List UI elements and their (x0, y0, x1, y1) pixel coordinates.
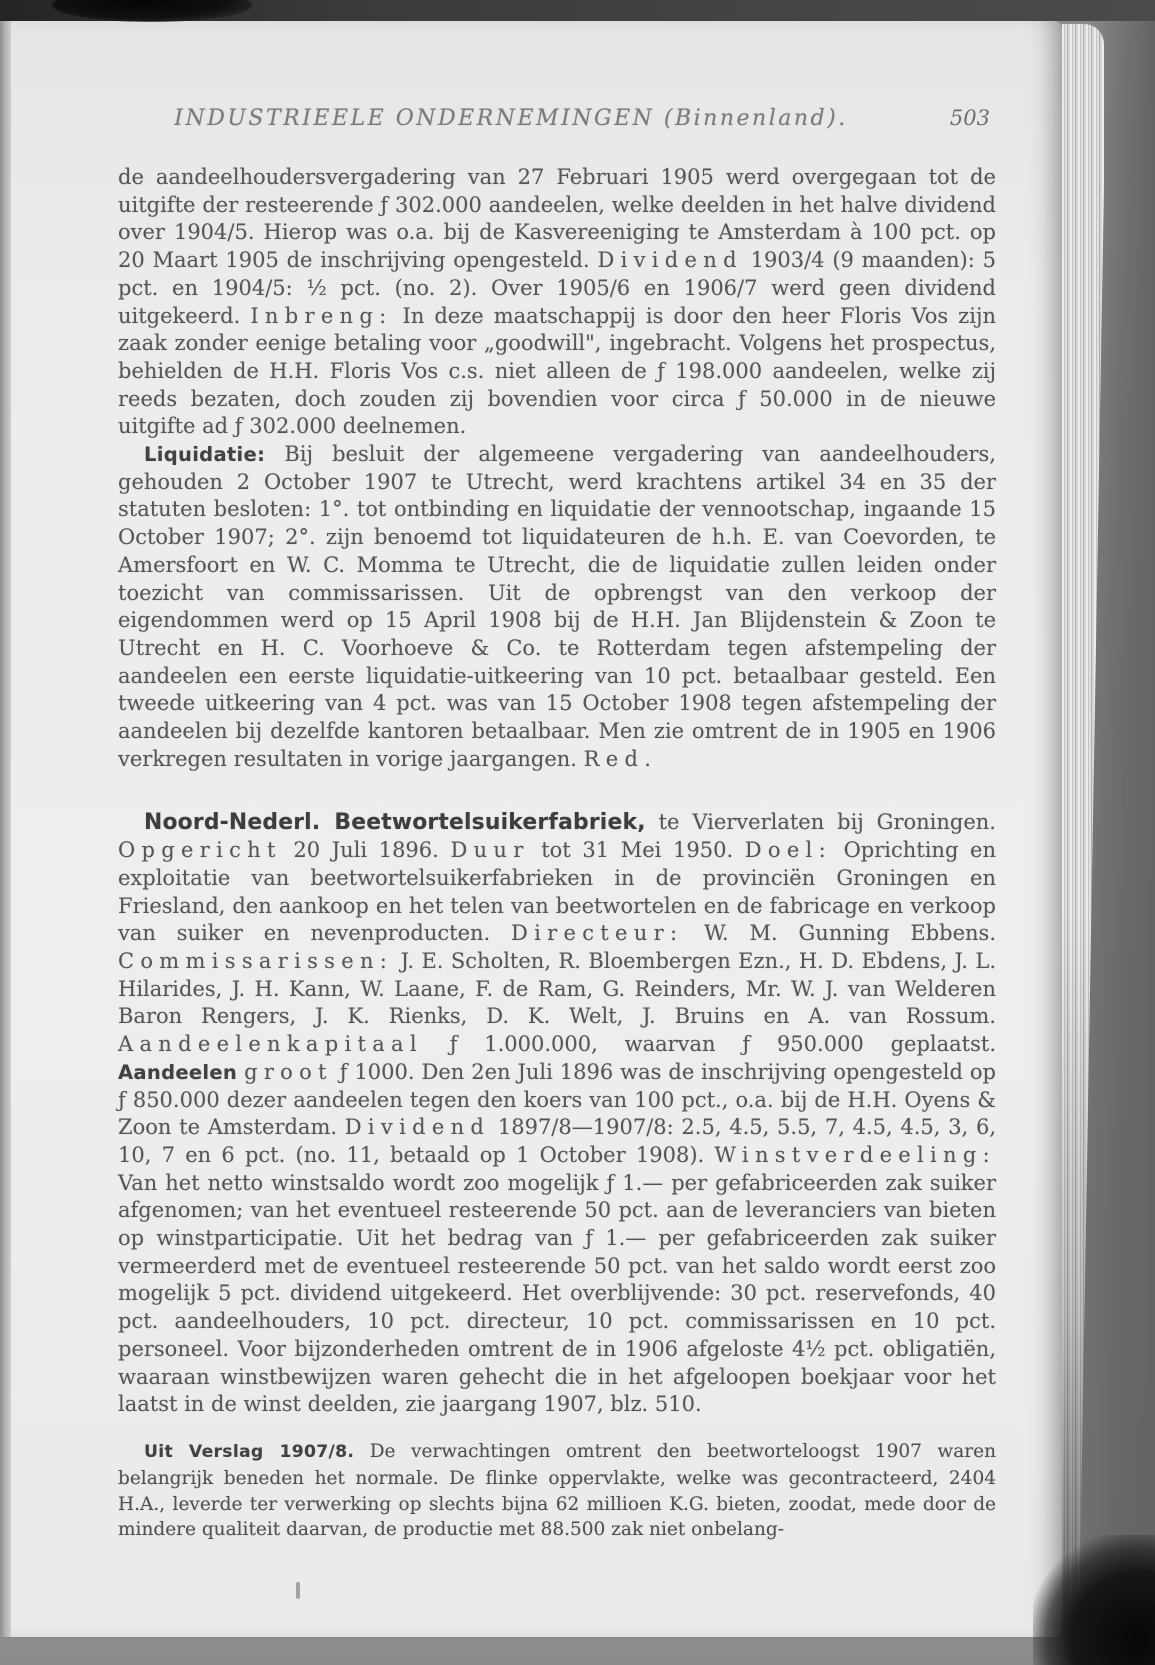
paragraph (118, 1439, 996, 1543)
emphasized-text: Red. (583, 746, 658, 771)
text-segment: De verwachtingen omtrent den beetworteloogst 1907 waren belangrijk beneden het normale. De flinke oppervlakte, welke was gecontracteerd, 2404 H.A., leverde ter verwerking op slechts bijna 62 millioen K.G. bieten, zoodat, mede door de mindere qualiteit daarvan, de productie met 88.500 zak niet onbelang- (118, 1440, 997, 1541)
bold-label: Liquidatie: (144, 443, 266, 467)
text-column (118, 106, 996, 1543)
text-segment: J. E. Scholten, R. Bloembergen Ezn., H. D. Ebdens, J. L. Hilarides, J. H. Kann, W. Laane, F. de Ram, G. Reinders, Mr. W. J. van Welderen Baron Rengers, J. K. Rienks, D. K. Welt, J. Bruins en A. van Rossum. (118, 948, 996, 1029)
page-header (118, 106, 996, 138)
text-segment: de aandeelhoudersvergadering van 27 Februari 1905 werd overgegaan tot de uitgifte der resteerende ƒ 302.000 aandeelen, welke deelden in het halve dividend over 1904/5. Hierop was o.a. bij de Kasvereeniging te Amsterdam à 100 pct. op 20 Maart 1905 de inschrijving opengesteld. (118, 165, 996, 273)
scan-dark-blob (52, 0, 252, 22)
emphasized-text: Inbreng: (250, 303, 393, 328)
text-segment: ƒ 1.000.000, waarvan ƒ 950.000 geplaatst. (422, 1032, 996, 1057)
scanner-top-band (0, 0, 1155, 21)
text-segment: Van het netto winstsaldo wordt zoo mogelijk ƒ 1.— per gefabriceerden zak suiker afgenomen; van het eventueel resteerende 50 pct. aan de leveranciers van bieten op winstparticipatie. Uit het bedrag van ƒ 1.— per gefabriceerden zak suiker vermeerderd met de eventueel resteerende 50 pct. van het saldo wordt eerst zoo mogelijk 5 pct. dividend uitgekeerd. Het overblijvende: 30 pct. reservefonds, 40 pct. aandeelhouders, 10 pct. directeur, 10 pct. commissarissen en 10 pct. personeel. Voor bijzonderheden omtrent de in 1906 afgeloste 4½ pct. obligatiën, waaraan winstbewijzen waren gehecht die in het afgeloopen boekjaar voor het laatst in de winst deelden, zie jaargang 1907, blz. 510. (118, 1170, 996, 1417)
scan-left-edge (0, 21, 11, 1637)
paragraph (118, 164, 996, 441)
text-segment: Bij besluit der algemeene vergadering van aandeelhouders, gehouden 2 October 1907 te Utrecht, werd krachtens artikel 34 en 35 der statuten besloten: 1°. tot ontbinding en liquidatie der vennootschap, ingaande 15 October 1907; 2°. zijn benoemd tot liquidateuren de h.h. E. van Coevorden, te Amersfoort en W. C. Momma te Utrecht, die de liquidatie zullen leiden onder toezicht van commissarissen. Uit de opbrengst van den verkoop der eigendommen werd op 15 April 1908 bij de H.H. Jan Blijdenstein & Zoon te Utrecht en H. C. Voorhoeve & Co. te Rotterdam tegen afstempeling der aandeelen een eerste liquidatie-uitkeering van 10 pct. betaalbaar gesteld. Een tweede uitkeering van 4 pct. was van 15 October 1908 tegen afstempeling der aandeelen bij dezelfde kantoren betaalbaar. Men zie omtrent de in 1905 en 1906 verkregen resultaten in vorige jaargangen. (118, 442, 996, 771)
text-segment: te Vierverlaten bij Groningen. (645, 810, 996, 835)
text-segment: Oprichting en exploitatie van beetwortelsuikerfabrieken in de provinciën Groningen en Friesland, den aankoop en het telen van beetwortelen en de fabricage en verkoop van suiker en nevenproducten. (118, 838, 996, 946)
scan-artifact (296, 1582, 300, 1599)
running-title: INDUSTRIEELE ONDERNEMINGEN (Binnenland). (174, 106, 848, 131)
text-segment: 20 Juli 1896. (281, 838, 451, 863)
emphasized-text: Dividend (344, 1115, 491, 1140)
emphasized-text: Dividend (597, 248, 743, 273)
emphasized-text: Commissarissen: (118, 948, 394, 973)
emphasized-text: Doel: (744, 838, 832, 863)
bold-label: Aandeelen (118, 1060, 238, 1084)
text-segment: 1903/4 (9 maanden): 5 pct. en 1904/5: ½ pct. (no. 2). Over 1905/6 en 1906/7 werd geen dividend uitgekeerd. (118, 248, 996, 328)
text-segment: W. M. Gunning Ebbens. (683, 921, 997, 946)
bold-label: Uit Verslag 1907/8. (144, 1441, 355, 1462)
emphasized-text: Opgericht (118, 838, 282, 863)
text-segment: ƒ 1000. Den 2en Juli 1896 was de inschrijving opengesteld op ƒ 850.000 dezer aandeelen tegen den koers van 100 pct., o.a. bij de H.H. Oyens & Zoon te Amsterdam. (118, 1059, 996, 1140)
emphasized-text: Duur (450, 838, 530, 863)
emphasized-text: Directeur: (511, 921, 684, 946)
paragraph (118, 441, 996, 773)
emphasized-text: groot (244, 1059, 333, 1084)
text-segment: tot 31 Mei 1950. (529, 838, 745, 863)
page-body (118, 164, 996, 1543)
text-segment: 1897/8—1907/8: 2.5, 4.5, 5.5, 7, 4.5, 4.5, 3, 6, 10, 7 en 6 pct. (no. 11, betaald op 1 October 1908). (118, 1115, 996, 1167)
text-segment: In deze maatschappij is door den heer Floris Vos zijn zaak zonder eenige betaling voor „goodwill", ingebracht. Volgens het prospectus, behielden de H.H. Floris Vos c.s. niet alleen de ƒ 198.000 aandeelen, welke zij reeds bezaten, doch zouden zij bovendien voor circa ƒ 50.000 in de nieuwe uitgifte ad ƒ 302.000 deelnemen. (118, 303, 996, 439)
emphasized-text: Aandeelenkapitaal (118, 1032, 423, 1057)
emphasized-text: Winstverdeeling: (714, 1142, 996, 1167)
paragraph (118, 809, 996, 1418)
company-heading: Noord-Nederl. Beetwortelsuikerfabriek, (144, 810, 646, 836)
corner-shadow (1033, 1535, 1155, 1665)
page-number: 503 (949, 106, 990, 130)
